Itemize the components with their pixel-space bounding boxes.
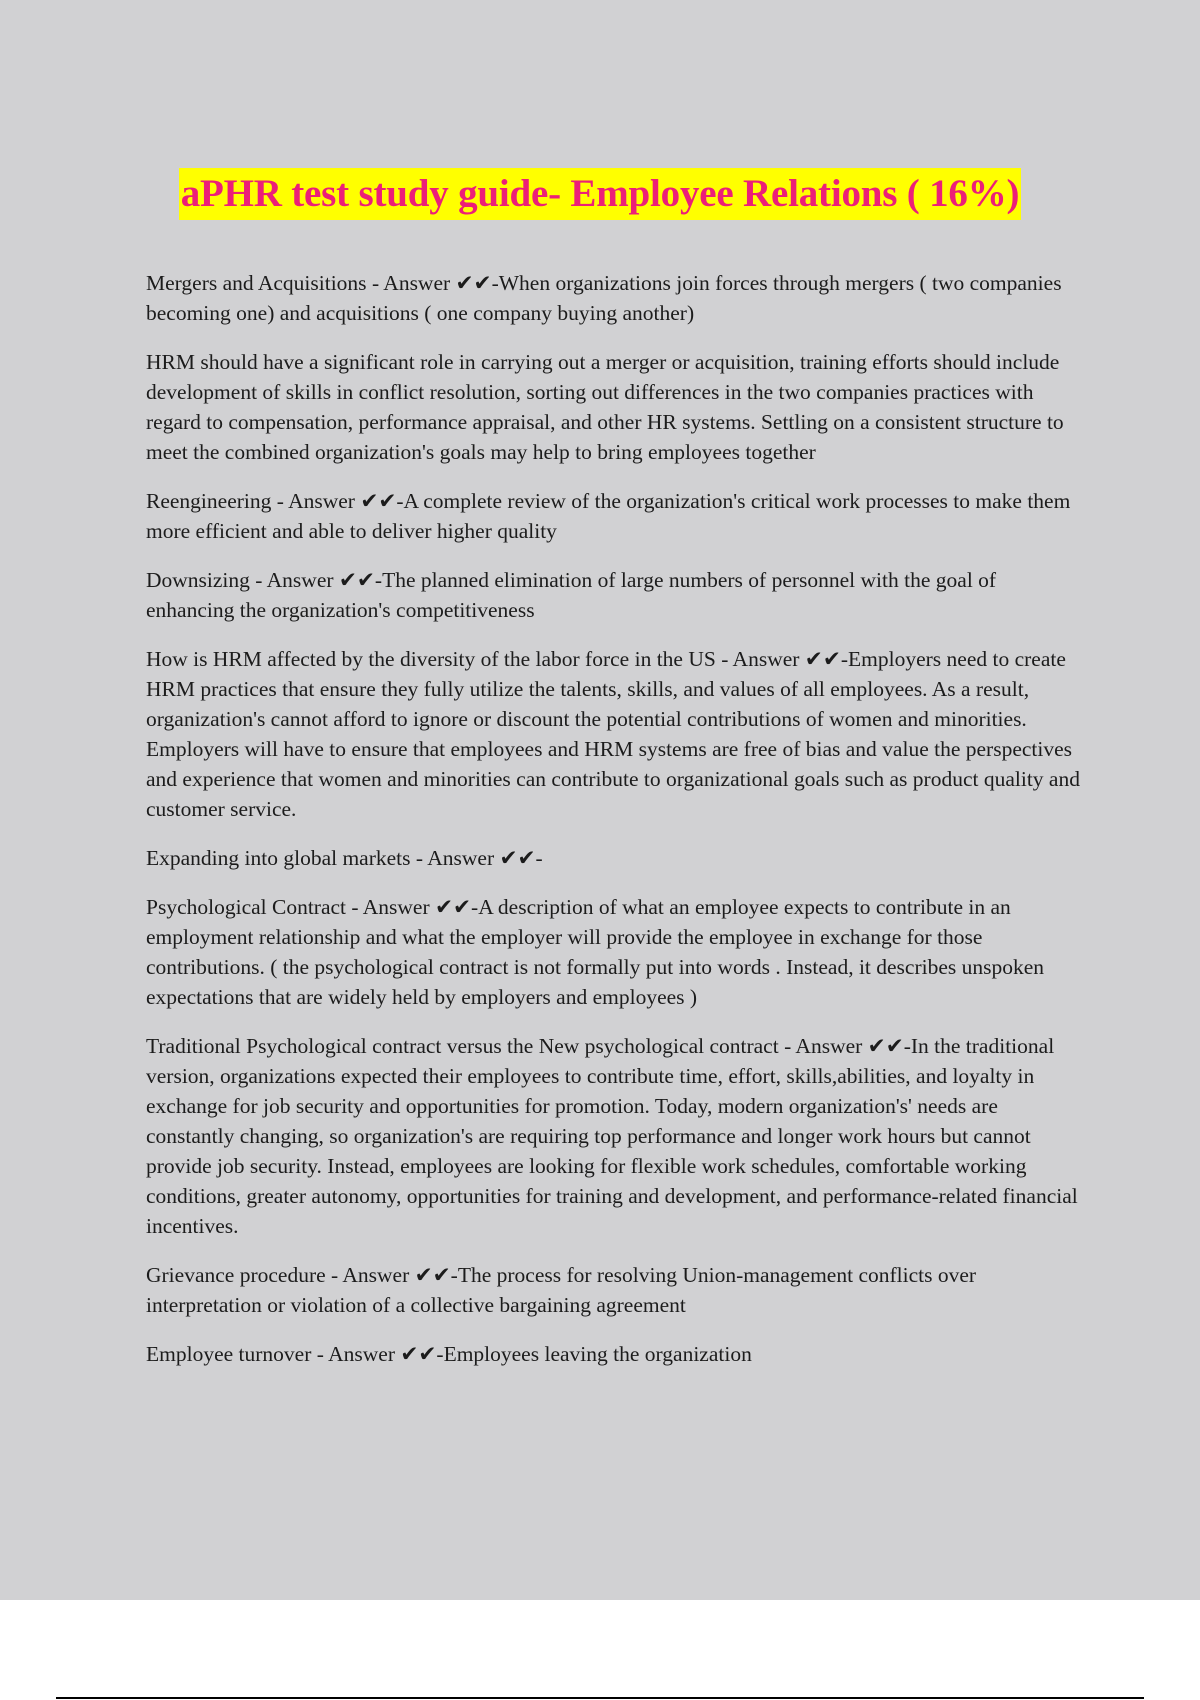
qa-entry xyxy=(146,1339,1086,1369)
entry-answer: When organizations join forces through mergers ( two companies becoming one) and acquisitions ( one company buying another) xyxy=(146,271,1062,325)
footer-divider xyxy=(56,1697,1144,1699)
entry-answer: A description of what an employee expects to contribute in an employment relationship and what the employer will provide the employee in exchange for those contributions. ( the psychological contract is not formally put into words . Instead, it describes unspoken expectations that are widely held by employers and employees ) xyxy=(146,895,1045,1009)
entry-term: Traditional Psychological contract versus the New psychological contract xyxy=(146,1034,779,1058)
entry-separator: - Answer ✔✔- xyxy=(271,489,404,513)
qa-entry xyxy=(146,644,1086,824)
title-container xyxy=(0,168,1200,220)
entry-separator: - Answer ✔✔- xyxy=(366,271,499,295)
entry-term: Expanding into global markets xyxy=(146,846,411,870)
entry-answer: Employees leaving the organization xyxy=(443,1342,752,1366)
qa-entry xyxy=(146,565,1086,625)
entry-separator: - Answer ✔✔- xyxy=(715,647,848,671)
entry-answer: In the traditional version, organizations expected their employees to contribute time, effort, skills,abilities, and loyalty in exchange for job security and opportunities for promotion. Today, modern organization's' needs are constantly changing, so organization's are requiring top performance and longer work hours but cannot provide job security. Instead, employees are looking for flexible work schedules, comfortable working conditions, greater autonomy, opportunities for training and development, and performance-related financial incentives. xyxy=(146,1034,1078,1238)
entry-separator: - Answer ✔✔- xyxy=(410,846,543,870)
qa-entry xyxy=(146,347,1086,467)
qa-entry xyxy=(146,1031,1086,1241)
qa-entry xyxy=(146,268,1086,328)
entry-term: Mergers and Acquisitions xyxy=(146,271,367,295)
entry-term: Grievance procedure xyxy=(146,1263,326,1287)
entry-separator: - Answer ✔✔- xyxy=(778,1034,911,1058)
qa-entry xyxy=(146,892,1086,1012)
qa-entry xyxy=(146,1260,1086,1320)
entry-term: Employee turnover xyxy=(146,1342,312,1366)
document-title: aPHR test study guide- Employee Relations ( 16%) xyxy=(179,168,1022,220)
entry-separator: - Answer ✔✔- xyxy=(346,895,479,919)
entry-answer: Employers need to create HRM practices that ensure they fully utilize the talents, skills, and values of all employees. As a result, organization's cannot afford to ignore or discount the potential contributions of women and minorities. Employers will have to ensure that employees and HRM systems are free of bias and value the perspectives and experience that women and minorities can contribute to organizational goals such as product quality and customer service. xyxy=(146,647,1080,821)
entry-term: Reengineering xyxy=(146,489,272,513)
entry-separator: - Answer ✔✔- xyxy=(311,1342,444,1366)
qa-entry xyxy=(146,843,1086,873)
entry-term: Downsizing xyxy=(146,568,250,592)
entry-separator: - Answer ✔✔- xyxy=(249,568,383,592)
qa-entry xyxy=(146,486,1086,546)
entry-answer: A complete review of the organization's critical work processes to make them more efficient and able to deliver higher quality xyxy=(146,489,1071,543)
entry-term: How is HRM affected by the diversity of the labor force in the US xyxy=(146,647,716,671)
entry-answer: HRM should have a significant role in carrying out a merger or acquisition, training efforts should include development of skills in conflict resolution, sorting out differences in the two companies practices with regard to compensation, performance appraisal, and other HR systems. Settling on a consistent structure to meet the combined organization's goals may help to bring employees together xyxy=(146,350,1064,464)
document-body xyxy=(146,268,1086,1388)
entry-separator: - Answer ✔✔- xyxy=(325,1263,458,1287)
entry-term: Psychological Contract xyxy=(146,895,347,919)
entry-answer: The planned elimination of large numbers of personnel with the goal of enhancing the organization's competitiveness xyxy=(146,568,997,622)
entry-answer: The process for resolving Union-management conflicts over interpretation or violation of a collective bargaining agreement xyxy=(146,1263,977,1317)
